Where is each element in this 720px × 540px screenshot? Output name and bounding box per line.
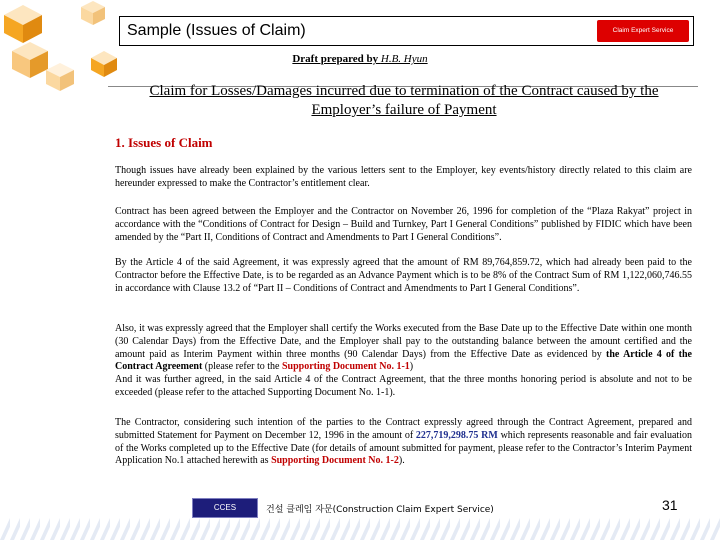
header-title-box [119, 16, 694, 46]
cces-logo: CCES [192, 498, 258, 518]
paragraph-contract: Contract has been agreed between the Employer and the Contractor on November 26, 1996 for completion of the “Plaza Rakyat” project in accordance with the “Conditions of Contract for Design – Build and Turnkey, Part I General Conditions” published by FIDIC which have been amended by the “Part II, Conditions of Contract and Amendments to Part I General Conditions”. [115, 206, 692, 243]
footer-caption: 건설 클레임 자문(Construction Claim Expert Service) [266, 505, 494, 515]
paragraph-certification [115, 323, 692, 400]
text-run: ) [409, 361, 414, 373]
decorative-cube-icon [2, 3, 44, 45]
paragraph-statement-payment [115, 417, 692, 468]
paragraph-intro: Though issues have already been explained by the various letters sent to the Employer, key events/history directly related to this claim are hereunder expressed to make the Contractor’s entitlement clear. [115, 165, 692, 189]
draft-byline [0, 53, 720, 65]
document-main-title: Claim for Losses/Damages incurred due to termination of the Contract caused by the Employer’s failure of Payment [149, 83, 659, 118]
draft-prefix: Draft prepared by [292, 53, 381, 65]
decorative-cube-icon [80, 0, 106, 26]
page-number: 31 [662, 497, 678, 513]
decorative-cube-icon [45, 62, 75, 92]
text-run: ). [398, 455, 405, 467]
supporting-document-reference: Supporting Document No. 1-2 [271, 455, 399, 467]
claim-expert-service-badge: Claim Expert Service [597, 20, 689, 42]
footer-decoration [0, 518, 720, 540]
supporting-document-reference: Supporting Document No. 1-1 [281, 361, 410, 373]
section-heading: 1. Issues of Claim [115, 135, 213, 150]
payment-amount: 227,719,298.75 RM [415, 429, 498, 441]
text-run: (please refer to the [202, 361, 282, 373]
article-reference: the Article 4 of the Contract Agreement [115, 348, 692, 373]
page-title: Sample (Issues of Claim) [127, 22, 306, 39]
draft-author: H.B. Hyun [380, 53, 428, 65]
text-run: The Contractor, considering such intention of the parties to the Contract expressly agreed through the Contract Agreement, prepared and submitted Statement for Payment on December 12, 1996 in the amount of [115, 417, 692, 441]
text-run: which represents reasonable and fair evaluation of the Works completed up to the Effective Date (for details of amount submitted for payment, please refer to the Contractor’s Interim Payment Application No.1 attached herewith as [115, 429, 692, 467]
text-run: And it was further agreed, in the said Article 4 of the Contract Agreement, that the three months honoring period is absolute and not to be exceeded (please refer to the attached Supporting Document No. 1-1). [115, 374, 692, 398]
paragraph-advance-payment: By the Article 4 of the said Agreement, it was expressly agreed that the amount of RM 89,764,859.72, which had already been paid to the Contractor before the Effective Date, is to be regarded as an Advance Payment which is to be 8% of the Contract Sum of RM 1,122,060,746.55 in accordance with Clause 13.2 of “Part II – Conditions of Contract and Amendments to Part I General Conditions”. [115, 257, 692, 294]
text-run: Also, it was expressly agreed that the Employer shall certify the Works executed from the Base Date up to the Effective Date within one month (30 Calendar Days) from the Effective Date, and the Employer shall pay to the outstanding balance between the amount certified and the amount paid as Interim Payment within three months (90 Calendar Days) from the Effective Date as evidenced by [115, 323, 692, 360]
